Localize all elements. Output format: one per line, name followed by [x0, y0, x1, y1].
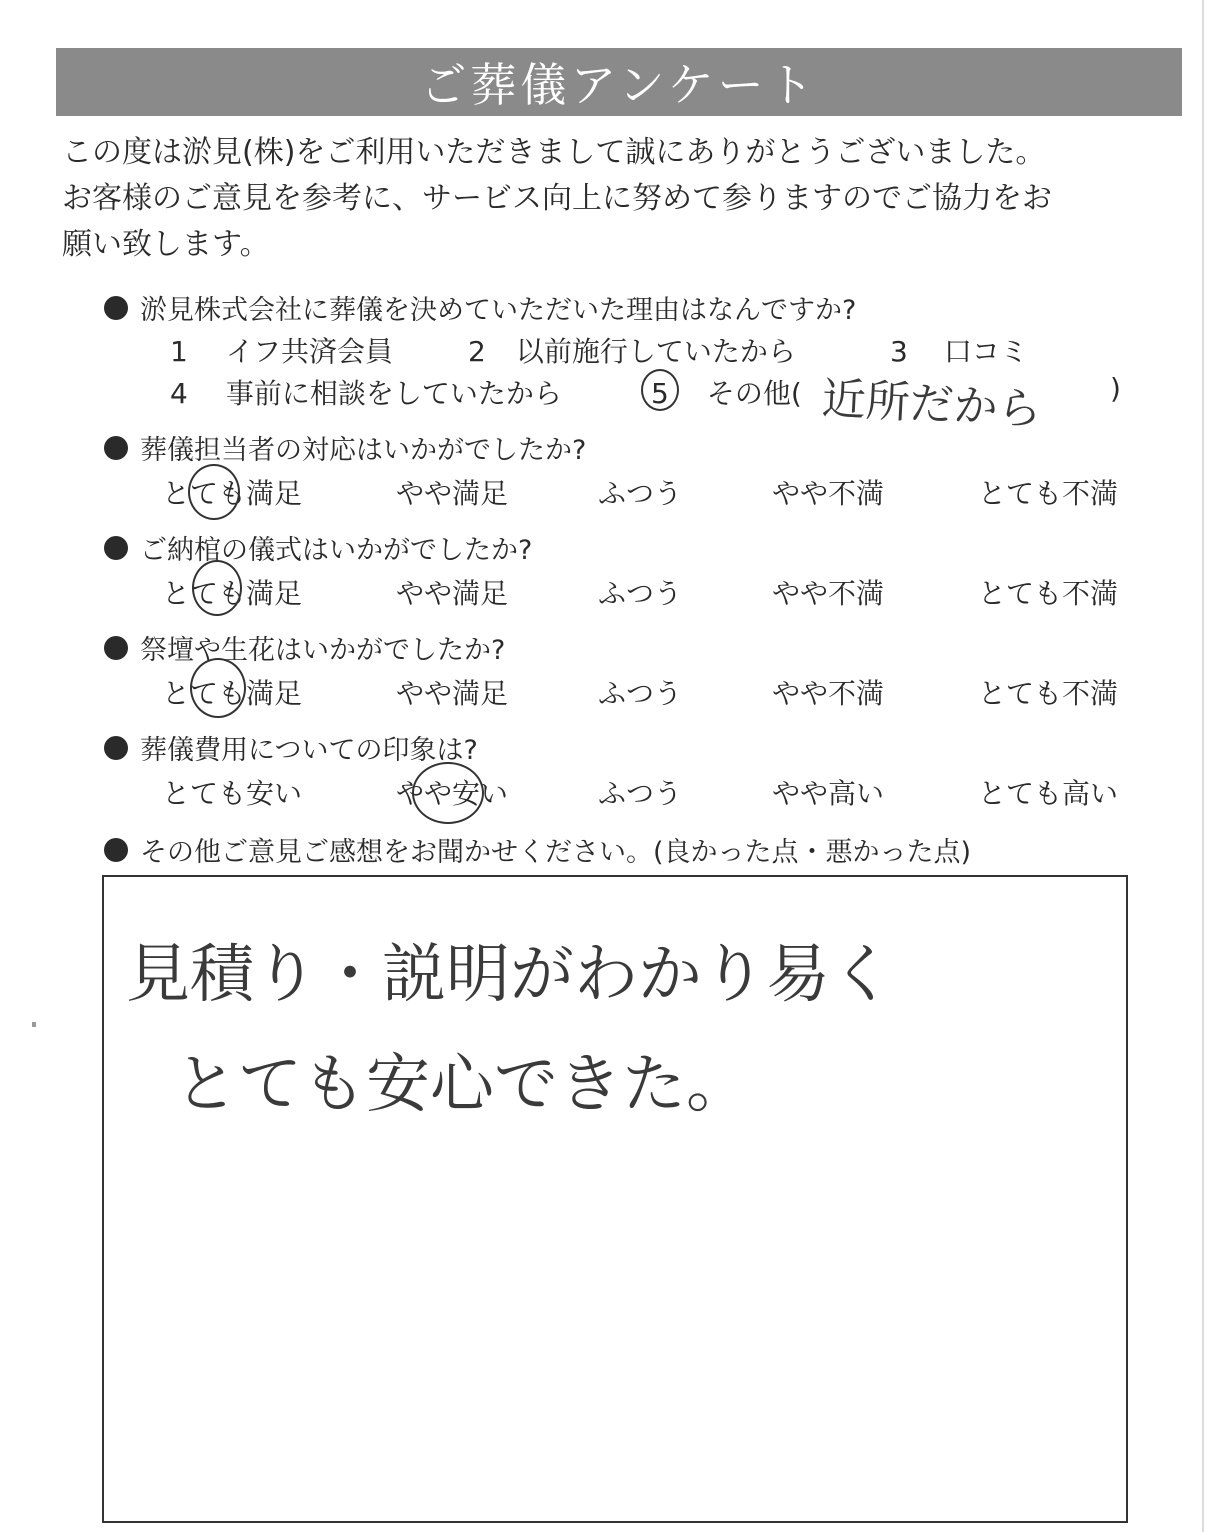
bullet-icon: [104, 636, 128, 660]
q5-option-4[interactable]: やや高い: [772, 777, 885, 810]
q1-option-1[interactable]: [170, 330, 393, 370]
q5-option-2[interactable]: やや安い: [396, 777, 509, 810]
q1-option-3-label: 口コミ: [943, 335, 1028, 368]
selection-circle-icon: [412, 762, 484, 824]
q1-other-handwritten: 近所だから: [820, 373, 1043, 436]
q1-close-paren: ): [1110, 372, 1121, 405]
q3-option-2[interactable]: やや満足: [396, 577, 509, 610]
question-1-text: 淤見株式会社に葬儀を決めていただいた理由はなんですか?: [140, 295, 857, 326]
q3-option-4[interactable]: やや不満: [772, 577, 885, 610]
intro-text: [62, 130, 1182, 268]
q1-option-3[interactable]: [890, 330, 1028, 370]
scan-speck: [32, 1022, 36, 1027]
intro-line-1: この度は淤見(株)をご利用いただきまして誠にありがとうございました。: [62, 135, 1046, 170]
bullet-icon: [104, 838, 128, 862]
q1-option-1-num: 1: [170, 335, 188, 368]
intro-line-3: 願い致します。: [62, 227, 270, 262]
q2-option-3[interactable]: ふつう: [598, 477, 683, 510]
question-3: [104, 528, 532, 567]
selection-circle-icon: [190, 658, 246, 718]
bullet-icon: [104, 296, 128, 320]
q2-option-4[interactable]: やや不満: [772, 477, 885, 510]
q4-option-5[interactable]: とても不満: [978, 677, 1119, 710]
bullet-icon: [104, 536, 128, 560]
selection-circle-icon: [188, 464, 240, 520]
q1-option-5-label: その他(: [706, 377, 802, 410]
q3-option-5[interactable]: とても不満: [978, 577, 1119, 610]
question-4-text: 祭壇や生花はいかがでしたか?: [140, 635, 506, 666]
question-6: [104, 830, 971, 869]
selection-circle-icon: [641, 369, 679, 411]
question-5: [104, 728, 478, 767]
comment-handwritten-line-2: とても安心できた。: [174, 1048, 750, 1122]
question-3-text: ご納棺の儀式はいかがでしたか?: [140, 535, 533, 566]
q4-option-1[interactable]: とても満足: [162, 677, 303, 710]
q1-option-2-num: 2: [468, 335, 486, 368]
q1-option-4[interactable]: [170, 372, 562, 412]
comment-handwritten-line-1: 見積り・説明がわかり易く: [126, 938, 894, 1012]
question-2: [104, 428, 586, 467]
q4-option-2[interactable]: やや満足: [396, 677, 509, 710]
question-1: [104, 288, 856, 327]
bullet-icon: [104, 736, 128, 760]
q4-option-4[interactable]: やや不満: [772, 677, 885, 710]
question-5-text: 葬儀費用についての印象は?: [140, 735, 478, 766]
question-2-text: 葬儀担当者の対応はいかがでしたか?: [140, 435, 587, 466]
q1-option-2-label: 以前施行していたから: [515, 335, 796, 368]
q1-option-5-num: 5: [651, 377, 669, 410]
q2-option-1[interactable]: とても満足: [162, 477, 303, 510]
q5-option-3[interactable]: ふつう: [598, 777, 683, 810]
page-title: [56, 48, 1182, 116]
q5-option-5[interactable]: とても高い: [978, 777, 1119, 810]
bullet-icon: [104, 436, 128, 460]
question-6-text: その他ご意見ご感想をお聞かせください。(良かった点・悪かった点): [140, 837, 972, 868]
question-4: [104, 628, 505, 667]
comment-box[interactable]: [102, 875, 1128, 1523]
q4-option-3[interactable]: ふつう: [598, 677, 683, 710]
q1-option-1-label: イフ共済会員: [225, 335, 393, 368]
q3-option-1[interactable]: とても満足: [162, 577, 303, 610]
q1-option-4-label: 事前に相談をしていたから: [225, 377, 562, 410]
q5-option-1[interactable]: とても安い: [162, 777, 303, 810]
page-title-text: ご葬儀アンケート: [420, 58, 818, 112]
scan-edge-line: [1202, 0, 1204, 1532]
q2-option-5[interactable]: とても不満: [978, 477, 1119, 510]
q3-option-3[interactable]: ふつう: [598, 577, 683, 610]
q1-option-3-num: 3: [890, 335, 908, 368]
q1-option-2[interactable]: [468, 330, 796, 370]
q1-option-4-num: 4: [170, 377, 188, 410]
intro-line-2: お客様のご意見を参考に、サービス向上に努めて参りますのでご協力をお: [62, 181, 1052, 216]
q2-option-2[interactable]: やや満足: [396, 477, 509, 510]
selection-circle-icon: [192, 560, 242, 616]
